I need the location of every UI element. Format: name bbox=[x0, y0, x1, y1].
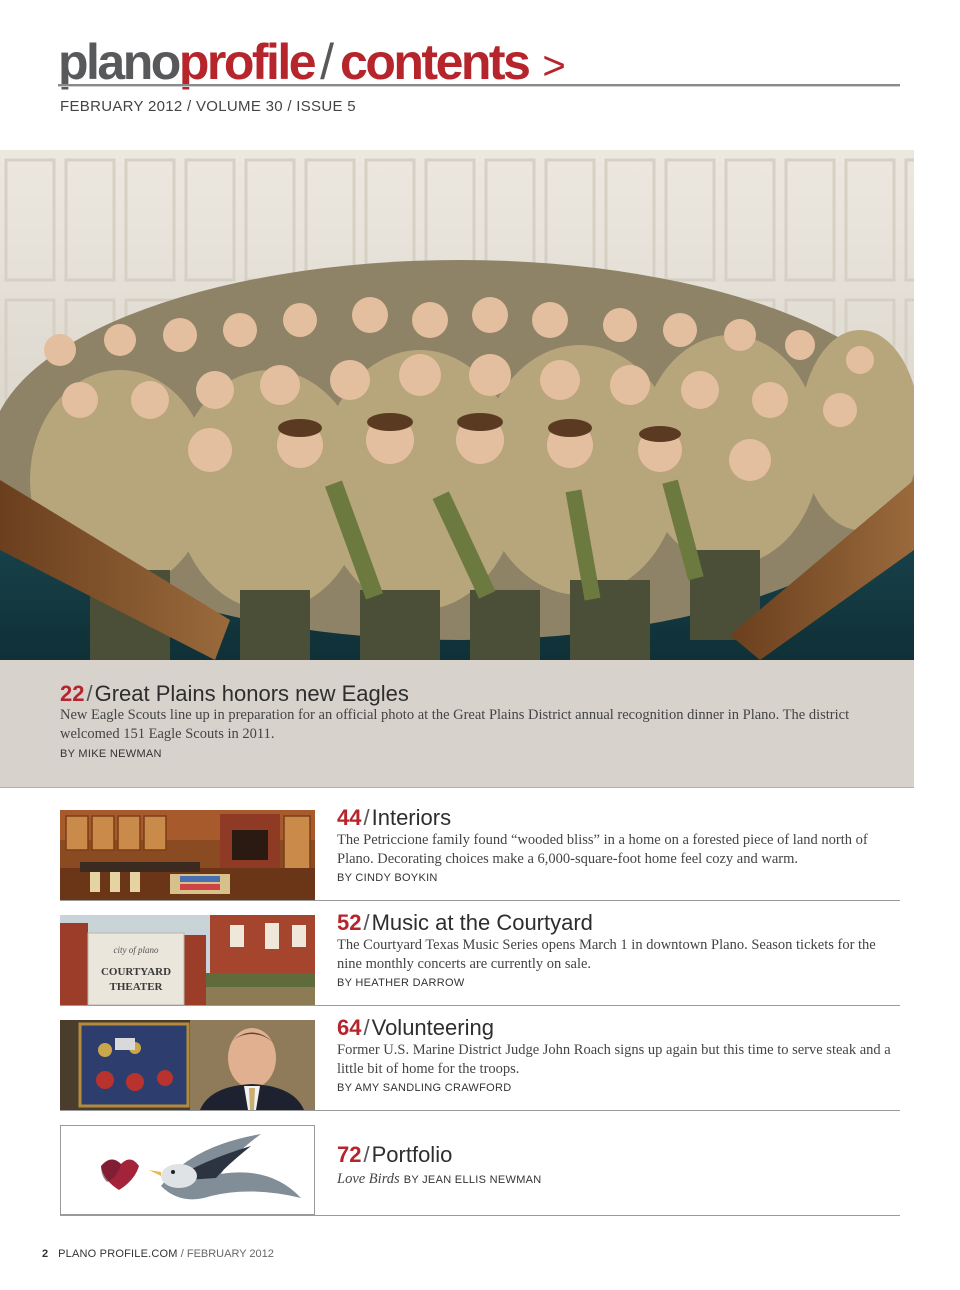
logo-profile: profile bbox=[178, 34, 315, 90]
feature-byline: BY MIKE NEWMAN bbox=[60, 748, 162, 760]
footer-date: / FEBRUARY 2012 bbox=[180, 1248, 274, 1260]
sign-line-2: THEATER bbox=[109, 981, 163, 993]
sign-line-1: COURTYARD bbox=[100, 966, 172, 978]
courtyard-theater-thumbnail[interactable] bbox=[60, 915, 315, 1005]
page-footer bbox=[42, 1248, 274, 1260]
toc-item-volunteering[interactable] bbox=[60, 1015, 900, 1111]
portfolio-subtitle: Love Birds bbox=[337, 1171, 400, 1187]
slash-separator: / bbox=[363, 910, 370, 935]
portfolio-subtitle-line bbox=[337, 1171, 897, 1188]
toc-item-portfolio[interactable] bbox=[60, 1125, 900, 1216]
toc-item-text bbox=[337, 1125, 897, 1188]
toc-item-description: Former U.S. Marine District Judge John Roach signs up again but this time to serve steak and a little bit of home for the troops. bbox=[337, 1042, 891, 1077]
page-number: 64 bbox=[337, 1015, 362, 1040]
toc-item-title: Portfolio bbox=[371, 1142, 453, 1167]
logo-plano: plano bbox=[58, 34, 179, 90]
footer-site: PLANO PROFILE.COM bbox=[58, 1248, 178, 1260]
feature-title: Great Plains honors new Eagles bbox=[94, 681, 409, 706]
toc-item-title: Interiors bbox=[371, 805, 452, 830]
toc-item-heading[interactable] bbox=[337, 806, 897, 830]
masthead bbox=[58, 34, 900, 115]
page-number: 52 bbox=[337, 910, 362, 935]
toc-item-text bbox=[337, 910, 897, 989]
header-rule bbox=[58, 84, 900, 87]
eagle-scouts-photo bbox=[0, 150, 914, 660]
toc-item-heading[interactable] bbox=[337, 1143, 897, 1167]
slash-separator: / bbox=[86, 681, 93, 706]
slash-separator: / bbox=[363, 1015, 370, 1040]
toc-item-description: The Petriccione family found “wooded bliss” in a home on a forested piece of land north of Plano. Decorating choices make a 6,000-square-foot home feel cozy and warm. bbox=[337, 832, 868, 867]
toc-item-title: Volunteering bbox=[371, 1015, 494, 1040]
page-number: 44 bbox=[337, 805, 362, 830]
toc-item-title: Music at the Courtyard bbox=[371, 910, 593, 935]
love-birds-thumbnail[interactable] bbox=[60, 1125, 315, 1215]
slash-separator: / bbox=[363, 1142, 370, 1167]
toc-item-description: The Courtyard Texas Music Series opens March 1 in downtown Plano. Season tickets for the nine monthly concerts are currently on sale. bbox=[337, 937, 876, 972]
logo-slash: / bbox=[320, 34, 335, 90]
toc-item-interiors[interactable] bbox=[60, 805, 900, 901]
toc-item-byline: BY JEAN ELLIS NEWMAN bbox=[403, 1174, 542, 1186]
toc-item-music[interactable] bbox=[60, 910, 900, 1006]
toc-item-heading[interactable] bbox=[337, 911, 897, 935]
judge-portrait-thumbnail[interactable] bbox=[60, 1020, 315, 1110]
arrow-icon: > bbox=[542, 44, 566, 88]
toc-item-text bbox=[337, 805, 897, 884]
feature-heading[interactable] bbox=[60, 681, 409, 707]
footer-page-number: 2 bbox=[42, 1248, 49, 1260]
toc-item-byline: BY AMY SANDLING CRAWFORD bbox=[337, 1082, 512, 1094]
sign-small-text: city of plano bbox=[113, 945, 159, 955]
slash-separator: / bbox=[363, 805, 370, 830]
toc-item-byline: BY CINDY BOYKIN bbox=[337, 872, 438, 884]
kitchen-thumbnail[interactable] bbox=[60, 810, 315, 900]
issue-line: FEBRUARY 2012 / VOLUME 30 / ISSUE 5 bbox=[60, 98, 356, 115]
toc-item-text bbox=[337, 1015, 897, 1094]
feature-caption bbox=[0, 660, 914, 788]
toc-item-heading[interactable] bbox=[337, 1016, 897, 1040]
feature-page-number: 22 bbox=[60, 681, 85, 706]
page-number: 72 bbox=[337, 1142, 362, 1167]
toc-item-byline: BY HEATHER DARROW bbox=[337, 977, 465, 989]
feature-description: New Eagle Scouts line up in preparation for an official photo at the Great Plains District annual recognition dinner in Plano. The district welcomed 151 Eagle Scouts in 2011. bbox=[60, 707, 850, 742]
section-title: contents bbox=[340, 34, 529, 90]
